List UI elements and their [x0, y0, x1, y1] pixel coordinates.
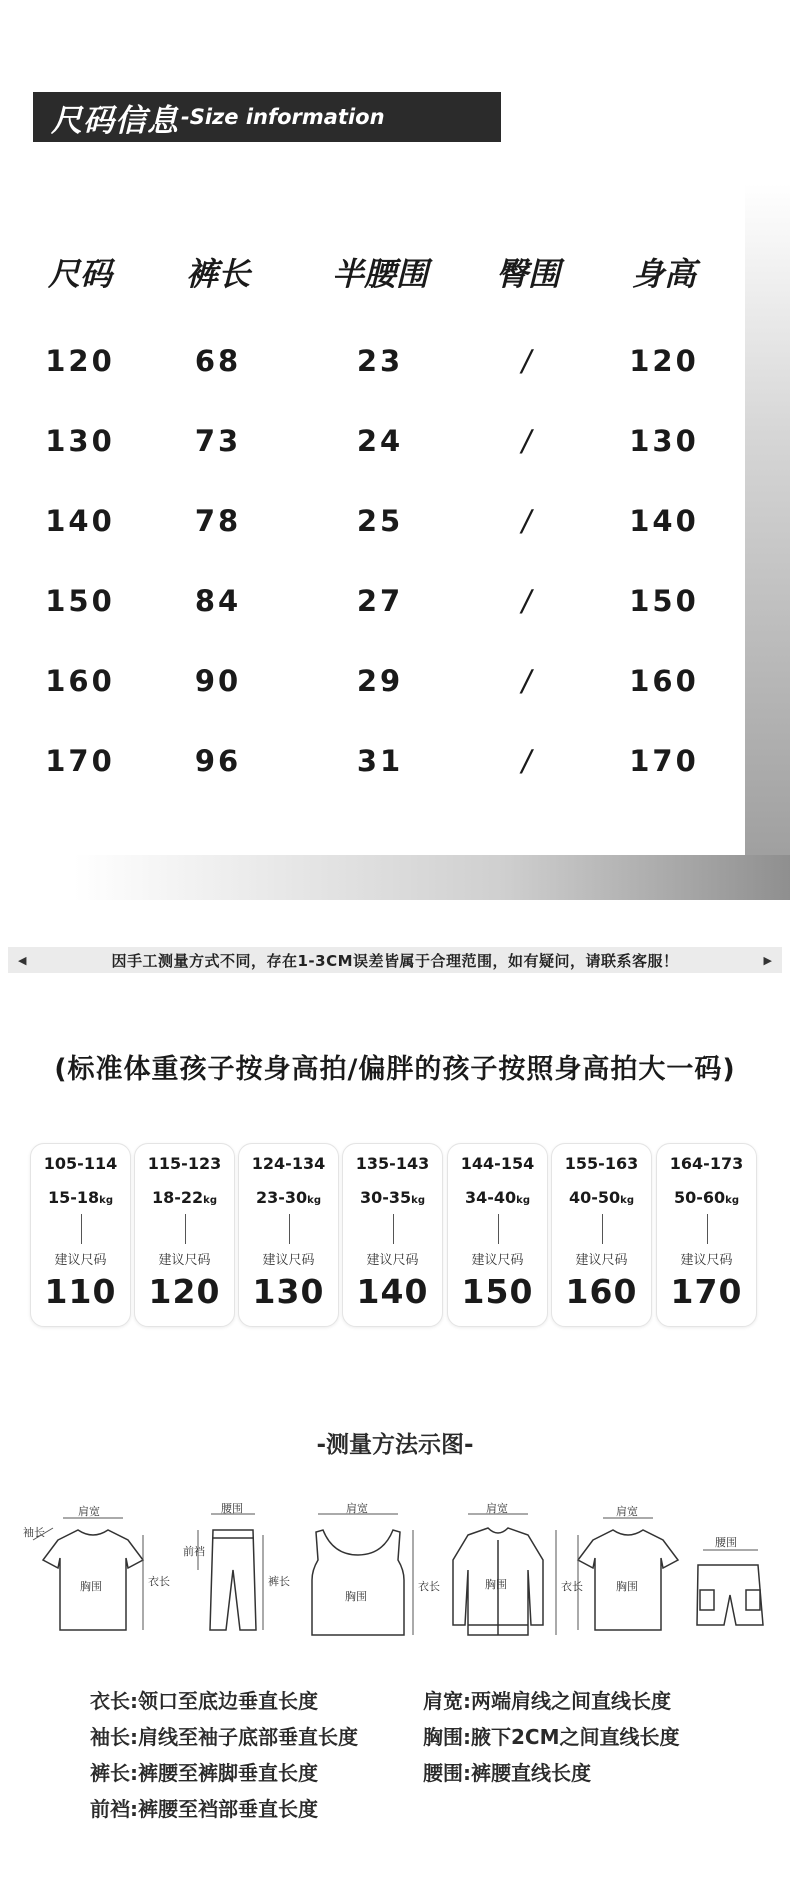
definition-chest: 胸围:腋下2CM之间直线长度	[423, 1725, 680, 1749]
table-cell: /	[521, 584, 535, 618]
card-label: 建议尺码	[575, 1253, 628, 1268]
table-cell: 150	[45, 584, 115, 618]
table-header-hip: 臀围	[495, 255, 560, 293]
card-weight-range: 30-35kg	[360, 1188, 425, 1207]
card-size: 150	[461, 1272, 534, 1311]
table-cell: 73	[194, 424, 242, 458]
card-weight-range: 34-40kg	[465, 1188, 530, 1207]
table-cell: 84	[194, 584, 242, 618]
definition-waist: 腰围:裤腰直线长度	[423, 1761, 591, 1785]
measurement-diagram	[18, 1500, 778, 1650]
card-height-range: 135-143	[355, 1154, 430, 1173]
label-chest: 胸围	[616, 1580, 638, 1593]
disclaimer-text: 因手工测量方式不同，存在1-3CM误差皆属于合理范围，如有疑问，请联系客服！	[111, 951, 679, 970]
card-label: 建议尺码	[366, 1253, 419, 1268]
divider	[81, 1214, 82, 1244]
card-size: 170	[670, 1272, 743, 1311]
card-size: 160	[565, 1272, 638, 1311]
label-chest: 胸围	[80, 1580, 102, 1593]
size-card	[342, 1143, 443, 1327]
table-cell: 170	[629, 744, 699, 778]
disclaimer-bar	[8, 947, 782, 973]
card-height-range: 115-123	[147, 1154, 222, 1173]
card-height-range: 105-114	[43, 1154, 118, 1173]
card-size: 140	[356, 1272, 429, 1311]
tank-top-icon	[312, 1530, 404, 1635]
table-cell: /	[521, 344, 535, 378]
table-cell: 140	[629, 504, 699, 538]
card-size: 130	[252, 1272, 325, 1311]
size-card	[134, 1143, 235, 1327]
label-shoulder: 肩宽	[486, 1502, 508, 1515]
label-shoulder: 肩宽	[346, 1502, 368, 1515]
table-cell: 96	[194, 744, 242, 778]
table-cell: 23	[356, 344, 404, 378]
card-height-range: 155-163	[564, 1154, 639, 1173]
table-cell: /	[521, 504, 535, 538]
table-header-size: 尺码	[47, 255, 112, 293]
definition-front-rise: 前裆:裤腰至裆部垂直长度	[90, 1797, 318, 1821]
sizing-advice: (标准体重孩子按身高拍/偏胖的孩子按照身高拍大一码)	[54, 1054, 736, 1085]
title-cn: 尺码信息	[51, 102, 179, 139]
table-cell: 160	[45, 664, 115, 698]
card-weight-range: 40-50kg	[569, 1188, 634, 1207]
table-cell: 130	[45, 424, 115, 458]
size-card	[238, 1143, 339, 1327]
card-weight-range: 18-22kg	[152, 1188, 217, 1207]
table-header-pants-length: 裤长	[185, 255, 250, 293]
definition-body-length: 衣长:领口至底边垂直长度	[90, 1689, 318, 1713]
label-chest: 胸围	[345, 1590, 367, 1603]
card-height-range: 164-173	[669, 1154, 744, 1173]
label-body-length: 衣长	[148, 1575, 170, 1588]
table-header-height: 身高	[631, 255, 696, 293]
card-height-range: 124-134	[251, 1154, 326, 1173]
card-weight-range: 23-30kg	[256, 1188, 321, 1207]
card-size: 110	[44, 1272, 117, 1311]
definition-shoulder: 肩宽:两端肩线之间直线长度	[423, 1689, 671, 1713]
table-cell: 140	[45, 504, 115, 538]
table-header-half-waist: 半腰围	[331, 255, 428, 293]
label-body-length: 衣长	[561, 1580, 583, 1593]
card-label: 建议尺码	[54, 1253, 107, 1268]
pants-icon	[210, 1530, 256, 1630]
shorts-icon	[697, 1565, 763, 1625]
divider	[185, 1214, 186, 1244]
label-waist: 腰围	[715, 1536, 737, 1549]
label-shoulder: 肩宽	[78, 1505, 100, 1518]
card-label: 建议尺码	[471, 1253, 524, 1268]
title-en: -Size information	[181, 105, 385, 129]
card-label: 建议尺码	[680, 1253, 733, 1268]
label-chest: 胸围	[485, 1578, 507, 1591]
gradient-frame-bottom	[74, 855, 790, 900]
label-sleeve: 袖长	[23, 1526, 45, 1539]
card-height-range: 144-154	[460, 1154, 535, 1173]
divider	[498, 1214, 499, 1244]
label-pants-length: 裤长	[268, 1575, 290, 1588]
table-cell: 78	[194, 504, 242, 538]
divider	[707, 1214, 708, 1244]
size-card	[551, 1143, 652, 1327]
table-cell: 31	[356, 744, 404, 778]
card-label: 建议尺码	[158, 1253, 211, 1268]
divider	[393, 1214, 394, 1244]
table-cell: 29	[356, 664, 404, 698]
definition-sleeve: 袖长:肩线至袖子底部垂直长度	[90, 1725, 358, 1749]
triangle-left-icon: ◀	[18, 953, 27, 967]
table-cell: 68	[194, 344, 242, 378]
card-label: 建议尺码	[262, 1253, 315, 1268]
measure-title: -测量方法示图-	[316, 1432, 474, 1458]
label-waist: 腰围	[221, 1502, 243, 1515]
card-weight-range: 50-60kg	[674, 1188, 739, 1207]
card-weight-range: 15-18kg	[48, 1188, 113, 1207]
table-cell: 27	[356, 584, 404, 618]
table-cell: 170	[45, 744, 115, 778]
definition-pants-length: 裤长:裤腰至裤脚垂直长度	[90, 1761, 318, 1785]
table-cell: /	[521, 744, 535, 778]
table-cell: 160	[629, 664, 699, 698]
divider	[289, 1214, 290, 1244]
divider	[602, 1214, 603, 1244]
table-cell: 25	[356, 504, 404, 538]
table-cell: /	[521, 664, 535, 698]
label-body-length: 衣长	[418, 1580, 440, 1593]
table-cell: 120	[45, 344, 115, 378]
gradient-frame-right	[745, 184, 790, 900]
card-size: 120	[148, 1272, 221, 1311]
table-cell: 90	[194, 664, 242, 698]
table-cell: /	[521, 424, 535, 458]
section-title-bar	[33, 92, 501, 142]
size-card	[447, 1143, 548, 1327]
table-cell: 120	[629, 344, 699, 378]
table-cell: 24	[356, 424, 404, 458]
size-card	[30, 1143, 131, 1327]
label-shoulder: 肩宽	[616, 1505, 638, 1518]
label-front-rise: 前裆	[183, 1545, 205, 1558]
table-cell: 130	[629, 424, 699, 458]
size-card	[656, 1143, 757, 1327]
table-cell: 150	[629, 584, 699, 618]
triangle-right-icon: ▶	[763, 953, 772, 967]
